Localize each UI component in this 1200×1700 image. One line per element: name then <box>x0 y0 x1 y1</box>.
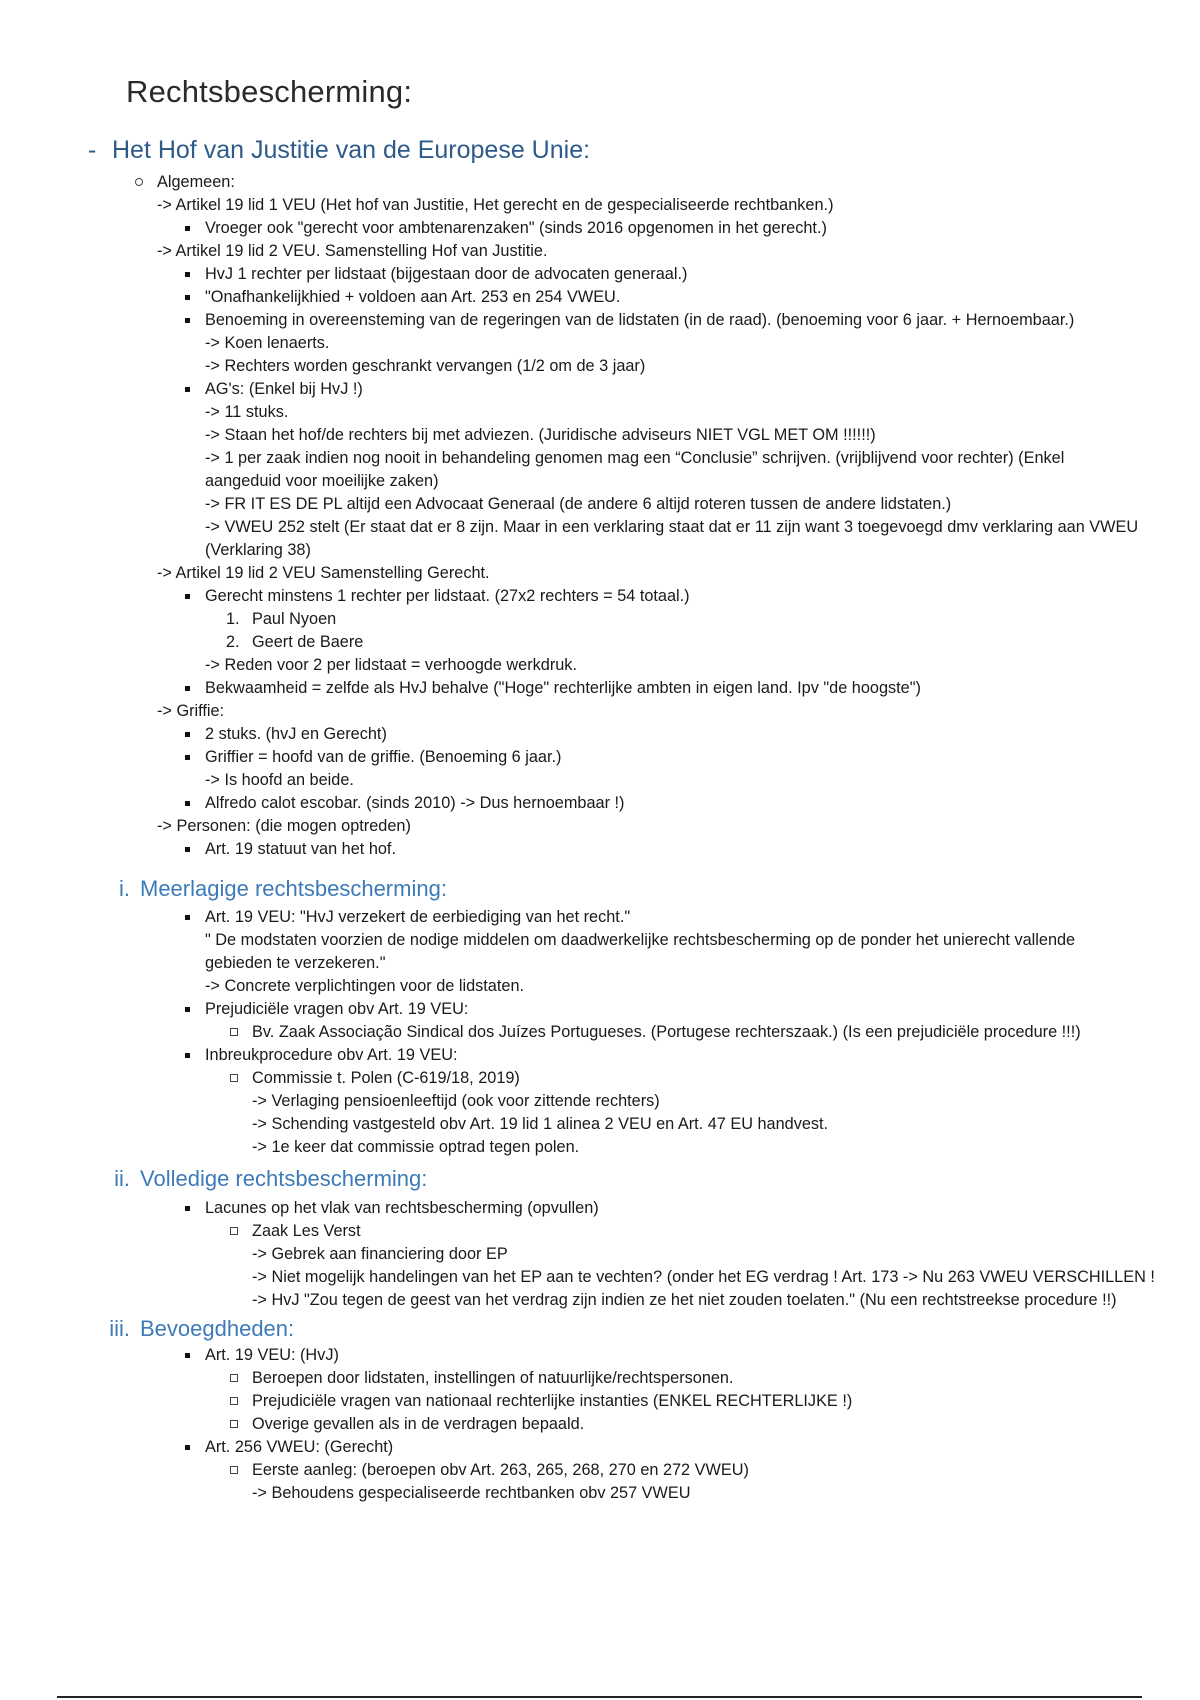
list-item: -> Niet mogelijk handelingen van het EP aan te vechten? (onder het EG verdrag ! Art. 173 -> Nu 263 VWEU VERSCHILLEN ! <box>252 1268 1155 1286</box>
list-item: "Onafhankelijkhied + voldoen aan Art. 253 en 254 VWEU. <box>205 288 621 306</box>
list-item: Beroepen door lidstaten, instellingen of natuurlijke/rechtspersonen. <box>252 1369 734 1387</box>
list-item: -> Koen lenaerts. <box>205 334 330 352</box>
list-item: -> Personen: (die mogen optreden) <box>157 817 411 835</box>
subheading-i <box>100 876 447 902</box>
section-heading <box>88 136 590 165</box>
list-item: -> HvJ "Zou tegen de geest van het verdrag zijn indien ze het niet zouden toelaten." (Nu een rechtstreekse procedure !!) <box>252 1291 1117 1309</box>
list-item: -> Is hoofd an beide. <box>205 771 354 789</box>
page-title: Rechtsbescherming: <box>126 74 413 109</box>
list-item: Art. 256 VWEU: (Gerecht) <box>205 1438 394 1456</box>
list-item: Commissie t. Polen (C-619/18, 2019) <box>252 1069 520 1087</box>
list-item <box>226 632 364 652</box>
list-item: -> 1e keer dat commissie optrad tegen polen. <box>252 1138 580 1156</box>
list-item: -> Rechters worden geschrankt vervangen (1/2 om de 3 jaar) <box>205 357 646 375</box>
list-item: Gerecht minstens 1 rechter per lidstaat. (27x2 rechters = 54 totaal.) <box>205 587 690 605</box>
list-item: 2 stuks. (hvJ en Gerecht) <box>205 725 387 743</box>
list-item-text: Paul Nyoen <box>252 610 337 628</box>
list-item: Bv. Zaak Associação Sindical dos Juízes Portugueses. (Portugese rechterszaak.) (Is een prejudiciële procedure !!!) <box>252 1023 1081 1041</box>
section-heading-text: Het Hof van Justitie van de Europese Unie: <box>112 136 591 164</box>
list-item: -> Behoudens gespecialiseerde rechtbanken obv 257 VWEU <box>252 1484 691 1502</box>
list-item: " De modstaten voorzien de nodige middelen om daadwerkelijke rechtsbescherming op de ponder het unierecht vallende <box>205 931 1076 949</box>
list-item: Eerste aanleg: (beroepen obv Art. 263, 265, 268, 270 en 272 VWEU) <box>252 1461 749 1479</box>
list-item: Inbreukprocedure obv Art. 19 VEU: <box>205 1046 458 1064</box>
subheading-text: Bevoegdheden: <box>140 1316 295 1341</box>
list-item: Art. 19 VEU: (HvJ) <box>205 1346 339 1364</box>
list-item: Algemeen: <box>157 173 235 191</box>
list-item: -> FR IT ES DE PL altijd een Advocaat Generaal (de andere 6 altijd roteren tussen de andere lidstaten.) <box>205 495 952 513</box>
subheading-number: iii. <box>109 1316 130 1341</box>
list-item: (Verklaring 38) <box>205 541 311 559</box>
list-item: Lacunes op het vlak van rechtsbescherming (opvullen) <box>205 1199 599 1217</box>
list-item: Art. 19 statuut van het hof. <box>205 840 396 858</box>
list-item: -> Griffie: <box>157 702 225 720</box>
list-item: aangeduid voor moeilijke zaken) <box>205 472 439 490</box>
list-item: -> Staan het hof/de rechters bij met adviezen. (Juridische adviseurs NIET VGL MET OM !!!!!!) <box>205 426 876 444</box>
list-item: Prejudiciële vragen van nationaal rechterlijke instanties (ENKEL RECHTERLIJKE !) <box>252 1392 853 1410</box>
list-item: HvJ 1 rechter per lidstaat (bijgestaan door de advocaten generaal.) <box>205 265 688 283</box>
subheading-number: ii. <box>114 1166 130 1191</box>
list-item: -> Artikel 19 lid 2 VEU Samenstelling Gerecht. <box>157 564 490 582</box>
list-item: -> 11 stuks. <box>205 403 289 421</box>
subheading-ii <box>100 1166 427 1192</box>
list-item: -> Reden voor 2 per lidstaat = verhoogde werkdruk. <box>205 656 577 674</box>
list-number: 2. <box>226 633 240 651</box>
list-item: -> Concrete verplichtingen voor de lidstaten. <box>205 977 525 995</box>
list-item: Griffier = hoofd van de griffie. (Benoeming 6 jaar.) <box>205 748 562 766</box>
list-item: -> VWEU 252 stelt (Er staat dat er 8 zijn. Maar in een verklaring staat dat er 11 zijn want 3 toegevoegd dmv verklaring aan VWEU <box>205 518 1139 536</box>
list-item <box>226 609 337 629</box>
subheading-iii <box>100 1316 294 1342</box>
list-item: Vroeger ook "gerecht voor ambtenarenzaken" (sinds 2016 opgenomen in het gerecht.) <box>205 219 827 237</box>
list-item-text: Geert de Baere <box>252 633 364 651</box>
list-item: -> 1 per zaak indien nog nooit in behandeling genomen mag een “Conclusie” schrijven. (vrijblijvend voor rechter) (Enkel <box>205 449 1065 467</box>
list-item: Prejudiciële vragen obv Art. 19 VEU: <box>205 1000 469 1018</box>
list-item: -> Artikel 19 lid 2 VEU. Samenstelling Hof van Justitie. <box>157 242 548 260</box>
list-item: Art. 19 VEU: "HvJ verzekert de eerbiediging van het recht." <box>205 908 631 926</box>
list-item: -> Gebrek aan financiering door EP <box>252 1245 508 1263</box>
list-item: -> Artikel 19 lid 1 VEU (Het hof van Justitie, Het gerecht en de gespecialiseerde rechtbanken.) <box>157 196 834 214</box>
list-item: AG's: (Enkel bij HvJ !) <box>205 380 363 398</box>
list-item: Benoeming in overeensteming van de regeringen van de lidstaten (in de raad). (benoeming voor 6 jaar. + Hernoembaar.) <box>205 311 1075 329</box>
list-item: Bekwaamheid = zelfde als HvJ behalve ("Hoge" rechterlijke ambten in eigen land. Ipv "de hoogste") <box>205 679 921 697</box>
heading-dash: - <box>88 136 97 164</box>
footer-rule <box>57 1696 1142 1698</box>
list-item: Zaak Les Verst <box>252 1222 361 1240</box>
subheading-text: Volledige rechtsbescherming: <box>140 1166 428 1191</box>
subheading-text: Meerlagige rechtsbescherming: <box>140 876 447 901</box>
list-item: -> Verlaging pensioenleeftijd (ook voor zittende rechters) <box>252 1092 660 1110</box>
list-item: -> Schending vastgesteld obv Art. 19 lid 1 alinea 2 VEU en Art. 47 EU handvest. <box>252 1115 829 1133</box>
list-item: gebieden te verzekeren." <box>205 954 386 972</box>
list-item: Overige gevallen als in de verdragen bepaald. <box>252 1415 585 1433</box>
list-item: Alfredo calot escobar. (sinds 2010) -> Dus hernoembaar !) <box>205 794 625 812</box>
subheading-number: i. <box>119 876 130 901</box>
list-number: 1. <box>226 610 240 628</box>
